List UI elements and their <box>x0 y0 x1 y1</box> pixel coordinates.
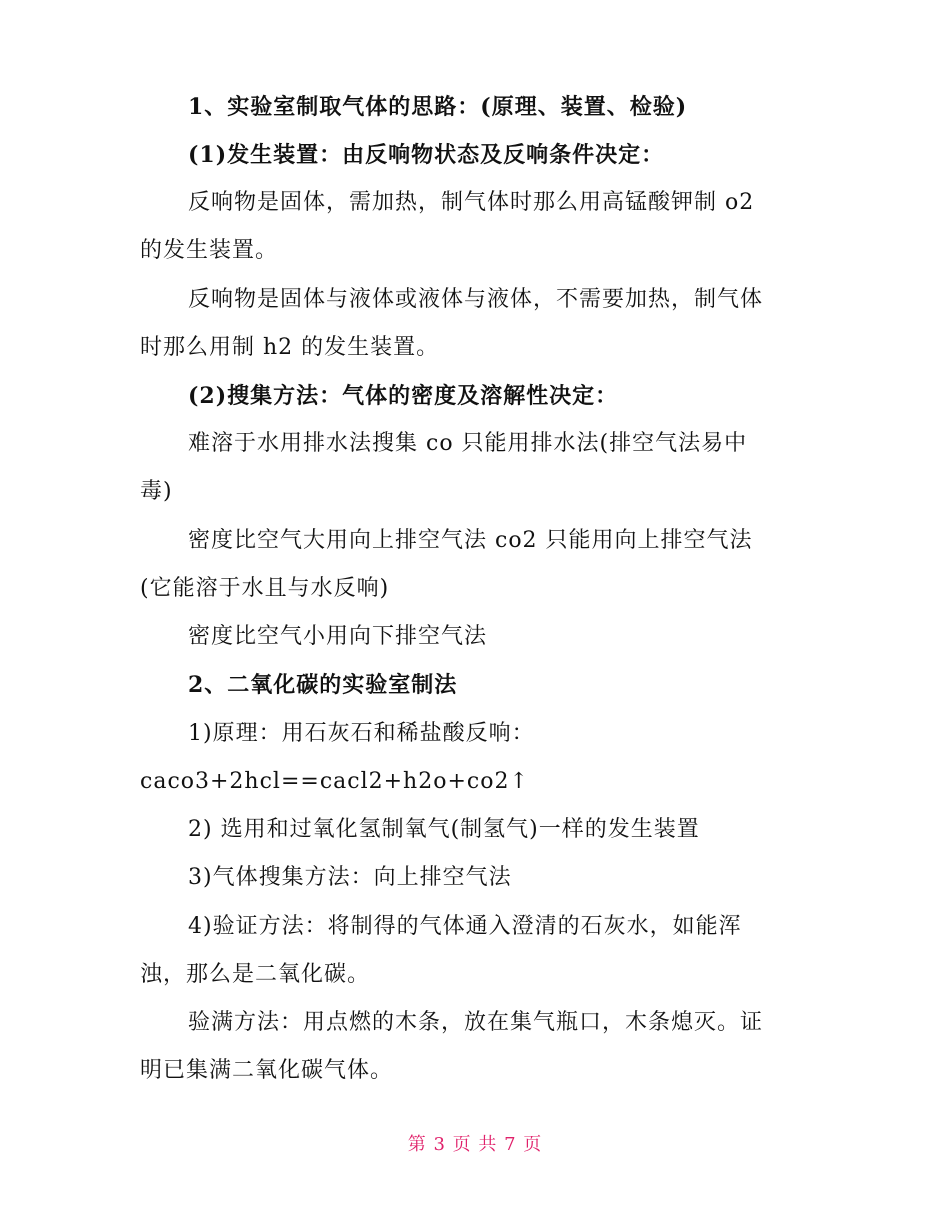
paragraph-line: 反响物是固体与液体或液体与液体，不需要加热，制气体 <box>188 287 764 312</box>
paragraph-line: 1)原理：用石灰石和稀盐酸反响： <box>188 721 535 746</box>
paragraph-line: 的发生装置。 <box>140 238 279 263</box>
section-heading-2: 2、二氧化碳的实验室制法 <box>188 672 458 698</box>
paragraph-line: 浊，那么是二氧化碳。 <box>140 962 371 987</box>
paragraph-line: 毒) <box>140 479 173 504</box>
chemical-equation: caco3+2hcl==cacl2+h2o+co2↑ <box>140 769 529 794</box>
paragraph-line: 4)验证方法：将制得的气体通入澄清的石灰水，如能浑 <box>188 914 742 939</box>
paragraph-line: 3)气体搜集方法：向上排空气法 <box>188 865 512 890</box>
section-heading-1: 1、实验室制取气体的思路：(原理、装置、检验) <box>188 94 688 120</box>
page-number-footer: 第 3 页 共 7 页 <box>407 1134 543 1155</box>
paragraph-line: 验满方法：用点燃的木条，放在集气瓶口，木条熄灭。证 <box>188 1010 764 1035</box>
paragraph-line: 难溶于水用排水法搜集 co 只能用排水法(排空气法易中 <box>188 431 748 456</box>
paragraph-line: 时那么用制 h2 的发生装置。 <box>140 335 440 360</box>
paragraph-line: 反响物是固体，需加热，制气体时那么用高锰酸钾制 o2 <box>188 190 755 215</box>
paragraph-line: 明已集满二氧化碳气体。 <box>140 1058 394 1083</box>
paragraph-line: 密度比空气小用向下排空气法 <box>188 624 488 649</box>
paragraph-line: (它能溶于水且与水反响) <box>140 576 390 601</box>
subheading-generation-device: (1)发生装置：由反响物状态及反响条件决定： <box>188 142 665 168</box>
paragraph-line: 密度比空气大用向上排空气法 co2 只能用向上排空气法 <box>188 528 753 553</box>
paragraph-line: 2) 选用和过氧化氢制氧气(制氢气)一样的发生装置 <box>188 817 700 842</box>
subheading-collection-method: (2)搜集方法：气体的密度及溶解性决定： <box>188 383 619 409</box>
